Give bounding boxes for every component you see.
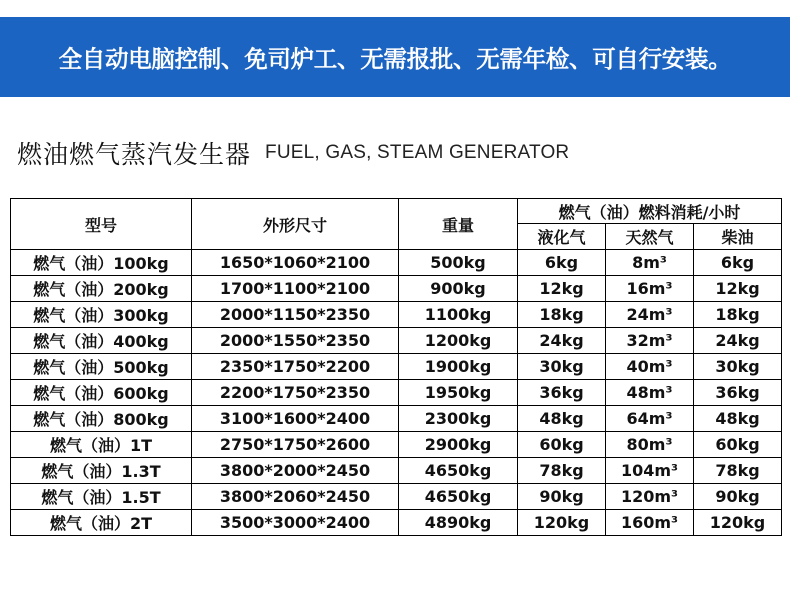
cell-weight: 1950kg [399, 380, 518, 406]
cell-natural-gas: 16m³ [606, 276, 694, 302]
cell-diesel: 48kg [694, 406, 782, 432]
header-row-1 [11, 199, 782, 224]
cell-weight: 4650kg [399, 484, 518, 510]
col-header-model: 型号 [11, 199, 192, 250]
cell-diesel: 6kg [694, 250, 782, 276]
cell-dimensions: 1650*1060*2100 [192, 250, 399, 276]
cell-weight: 4650kg [399, 458, 518, 484]
cell-natural-gas: 160m³ [606, 510, 694, 536]
cell-natural-gas: 40m³ [606, 354, 694, 380]
cell-lpg: 18kg [518, 302, 606, 328]
cell-model: 燃气（油）100kg [11, 250, 192, 276]
cell-model: 燃气（油）400kg [11, 328, 192, 354]
table-row [11, 484, 782, 510]
table-row [11, 250, 782, 276]
header-banner [0, 17, 790, 97]
col-header-diesel: 柴油 [694, 224, 782, 250]
cell-diesel: 12kg [694, 276, 782, 302]
cell-diesel: 18kg [694, 302, 782, 328]
cell-model: 燃气（油）1T [11, 432, 192, 458]
cell-weight: 1200kg [399, 328, 518, 354]
banner-text: 全自动电脑控制、免司炉工、无需报批、无需年检、可自行安装。 [58, 45, 732, 73]
cell-lpg: 90kg [518, 484, 606, 510]
table-row [11, 328, 782, 354]
product-title [17, 135, 569, 171]
title-english: FUEL, GAS, STEAM GENERATOR [265, 142, 570, 163]
cell-dimensions: 2350*1750*2200 [192, 354, 399, 380]
cell-dimensions: 2000*1550*2350 [192, 328, 399, 354]
table-row [11, 354, 782, 380]
cell-dimensions: 3800*2060*2450 [192, 484, 399, 510]
cell-diesel: 120kg [694, 510, 782, 536]
cell-natural-gas: 32m³ [606, 328, 694, 354]
cell-diesel: 60kg [694, 432, 782, 458]
table-row [11, 432, 782, 458]
cell-natural-gas: 64m³ [606, 406, 694, 432]
cell-diesel: 24kg [694, 328, 782, 354]
cell-weight: 1100kg [399, 302, 518, 328]
cell-natural-gas: 24m³ [606, 302, 694, 328]
cell-weight: 900kg [399, 276, 518, 302]
col-header-dimensions: 外形尺寸 [192, 199, 399, 250]
col-header-lpg: 液化气 [518, 224, 606, 250]
cell-lpg: 30kg [518, 354, 606, 380]
cell-dimensions: 2750*1750*2600 [192, 432, 399, 458]
cell-model: 燃气（油）600kg [11, 380, 192, 406]
cell-lpg: 24kg [518, 328, 606, 354]
cell-model: 燃气（油）300kg [11, 302, 192, 328]
cell-lpg: 6kg [518, 250, 606, 276]
cell-lpg: 48kg [518, 406, 606, 432]
cell-weight: 500kg [399, 250, 518, 276]
cell-natural-gas: 120m³ [606, 484, 694, 510]
cell-natural-gas: 48m³ [606, 380, 694, 406]
col-header-fuel-consumption: 燃气（油）燃料消耗/小时 [518, 199, 782, 224]
col-header-weight: 重量 [399, 199, 518, 250]
table-row [11, 302, 782, 328]
cell-weight: 2300kg [399, 406, 518, 432]
table-row [11, 510, 782, 536]
cell-model: 燃气（油）500kg [11, 354, 192, 380]
cell-weight: 4890kg [399, 510, 518, 536]
cell-dimensions: 3500*3000*2400 [192, 510, 399, 536]
cell-model: 燃气（油）800kg [11, 406, 192, 432]
cell-natural-gas: 8m³ [606, 250, 694, 276]
cell-model: 燃气（油）200kg [11, 276, 192, 302]
cell-diesel: 30kg [694, 354, 782, 380]
title-chinese: 燃油燃气蒸汽发生器 [17, 140, 252, 169]
cell-weight: 1900kg [399, 354, 518, 380]
cell-diesel: 78kg [694, 458, 782, 484]
cell-diesel: 36kg [694, 380, 782, 406]
table-row [11, 380, 782, 406]
table-row [11, 458, 782, 484]
spec-table [10, 198, 782, 536]
cell-lpg: 120kg [518, 510, 606, 536]
cell-model: 燃气（油）1.3T [11, 458, 192, 484]
cell-lpg: 36kg [518, 380, 606, 406]
cell-dimensions: 3100*1600*2400 [192, 406, 399, 432]
cell-dimensions: 1700*1100*2100 [192, 276, 399, 302]
cell-model: 燃气（油）2T [11, 510, 192, 536]
table-row [11, 276, 782, 302]
cell-lpg: 78kg [518, 458, 606, 484]
col-header-natural-gas: 天然气 [606, 224, 694, 250]
cell-lpg: 12kg [518, 276, 606, 302]
cell-natural-gas: 80m³ [606, 432, 694, 458]
cell-model: 燃气（油）1.5T [11, 484, 192, 510]
table-row [11, 406, 782, 432]
cell-dimensions: 3800*2000*2450 [192, 458, 399, 484]
cell-diesel: 90kg [694, 484, 782, 510]
cell-weight: 2900kg [399, 432, 518, 458]
cell-dimensions: 2000*1150*2350 [192, 302, 399, 328]
cell-natural-gas: 104m³ [606, 458, 694, 484]
cell-lpg: 60kg [518, 432, 606, 458]
cell-dimensions: 2200*1750*2350 [192, 380, 399, 406]
